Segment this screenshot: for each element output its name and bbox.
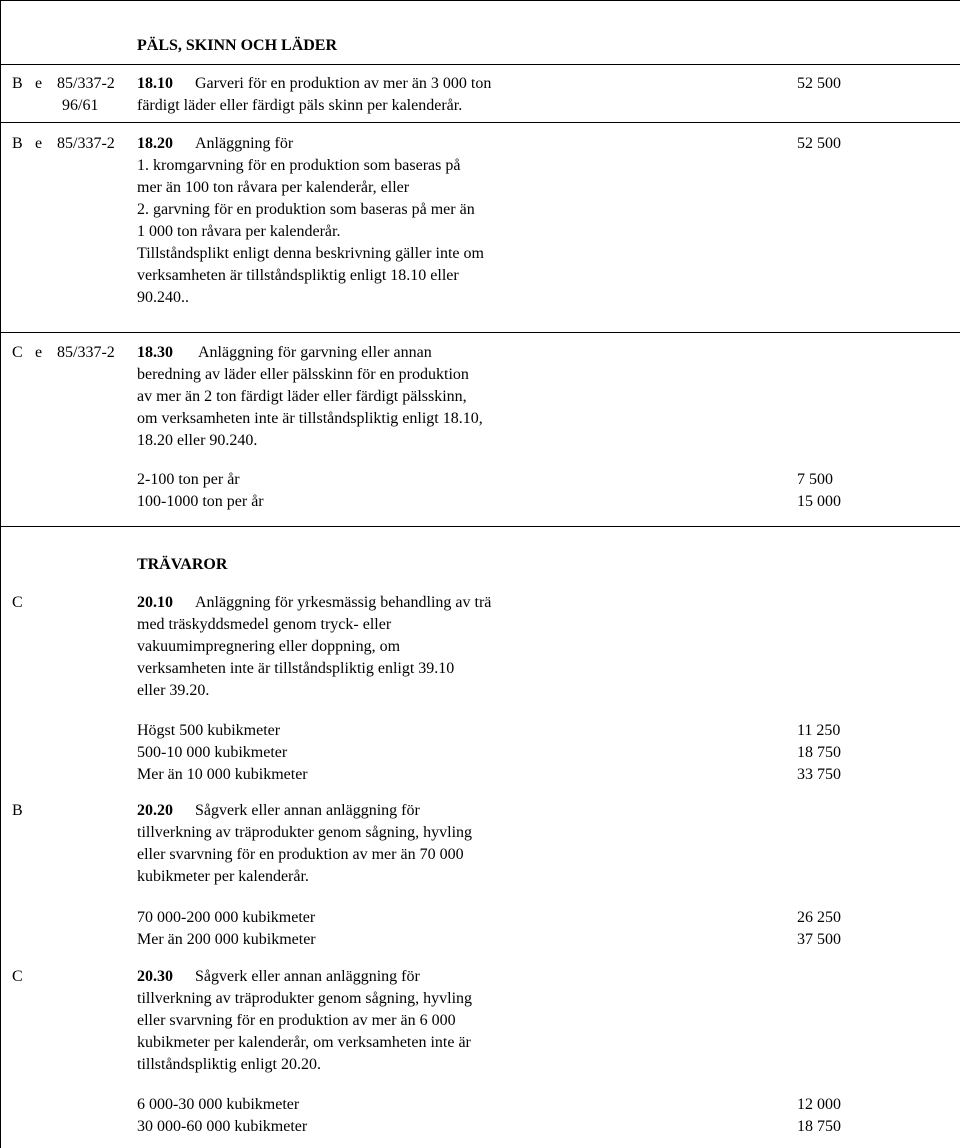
activity-code: 18.10	[137, 75, 173, 92]
tier-fee: 11 250	[797, 722, 841, 739]
description-line: verksamheten inte är tillståndspliktig enligt 39.10	[137, 660, 455, 677]
activity-code: 18.20	[137, 135, 173, 152]
description-line: eller svarvning för en produktion av mer än 6 000	[137, 1012, 456, 1029]
tier-label: Mer än 200 000 kubikmeter	[137, 931, 316, 948]
description-line: 2. garvning för en produktion som baseras på mer än	[137, 201, 475, 218]
activity-code: 20.10	[137, 594, 173, 611]
description-line: Anläggning för yrkesmässig behandling av trä	[195, 594, 492, 611]
tier-label: 30 000-60 000 kubikmeter	[137, 1118, 308, 1135]
tier-label: Mer än 10 000 kubikmeter	[137, 766, 308, 783]
description-line: om verksamheten inte är tillståndspliktig enligt 18.10,	[137, 410, 483, 427]
class-letter: B	[12, 802, 23, 819]
description-line: 1 000 ton råvara per kalenderår.	[137, 223, 341, 240]
tier-label: 70 000-200 000 kubikmeter	[137, 909, 316, 926]
tier-label: 100-1000 ton per år	[137, 493, 264, 510]
tier-fee: 18 750	[797, 1118, 841, 1135]
tier-fee: 15 000	[797, 493, 841, 510]
divider-after-18-20	[0, 332, 960, 333]
tier-label: Högst 500 kubikmeter	[137, 722, 281, 739]
divider-top	[0, 0, 960, 1]
description-line: eller svarvning för en produktion av mer än 70 000	[137, 846, 464, 863]
tier-fee: 37 500	[797, 931, 841, 948]
description-line: eller 39.20.	[137, 682, 210, 699]
activity-code: 20.20	[137, 802, 173, 819]
description-line: verksamheten är tillståndspliktig enligt 18.10 eller	[137, 267, 459, 284]
tier-fee: 26 250	[797, 909, 841, 926]
description-line: 90.240..	[137, 289, 189, 306]
description-line: kubikmeter per kalenderår, om verksamheten inte är	[137, 1034, 471, 1051]
description-line: av mer än 2 ton färdigt läder eller färdigt pälsskinn,	[137, 388, 467, 405]
tier-fee: 7 500	[797, 471, 833, 488]
class-letter: C	[12, 344, 23, 361]
tier-label: 2-100 ton per år	[137, 471, 240, 488]
fee-amount: 52 500	[797, 75, 841, 92]
divider-after-18-10	[0, 122, 960, 123]
activity-code: 20.30	[137, 968, 173, 985]
directive-ref: 85/337-2	[57, 344, 115, 361]
description-line: 18.20 eller 90.240.	[137, 432, 258, 449]
description-line: Sågverk eller annan anläggning för	[195, 802, 420, 819]
tier-fee: 12 000	[797, 1096, 841, 1113]
description-line: Garveri för en produktion av mer än 3 000 ton	[195, 75, 492, 92]
directive-ref: 85/337-2	[57, 135, 115, 152]
tier-label: 500-10 000 kubikmeter	[137, 744, 288, 761]
description-line: Anläggning för	[195, 135, 294, 152]
description-line: vakuumimpregnering eller doppning, om	[137, 638, 401, 655]
class-letter: C	[12, 968, 23, 985]
flag-letter: e	[35, 75, 43, 92]
tier-fee: 33 750	[797, 766, 841, 783]
description-line: Tillståndsplikt enligt denna beskrivning gäller inte om	[137, 245, 484, 262]
directive-ref: 85/337-2	[57, 75, 115, 92]
description-line: Anläggning för garvning eller annan	[198, 344, 432, 361]
divider-after-18-30	[0, 526, 960, 527]
description-line: Sågverk eller annan anläggning för	[195, 968, 420, 985]
description-line: mer än 100 ton råvara per kalenderår, eller	[137, 179, 410, 196]
tier-label: 6 000-30 000 kubikmeter	[137, 1096, 300, 1113]
description-line: beredning av läder eller pälsskinn för en produktion	[137, 366, 469, 383]
tier-fee: 18 750	[797, 744, 841, 761]
fee-amount: 52 500	[797, 135, 841, 152]
description-line: 1. kromgarvning för en produktion som baseras på	[137, 157, 461, 174]
activity-code: 18.30	[137, 344, 173, 361]
class-letter: C	[12, 594, 23, 611]
section-heading-tra: TRÄVAROR	[137, 556, 228, 573]
class-letter: B	[12, 135, 23, 152]
divider-after-heading-pals	[0, 64, 960, 65]
directive-ref: 96/61	[62, 97, 99, 114]
description-line: tillverkning av träprodukter genom sågning, hyvling	[137, 824, 473, 841]
description-line: tillståndspliktig enligt 20.20.	[137, 1056, 321, 1073]
flag-letter: e	[35, 344, 43, 361]
flag-letter: e	[35, 135, 43, 152]
description-line: färdigt läder eller färdigt päls skinn per kalenderår.	[137, 97, 463, 114]
class-letter: B	[12, 75, 23, 92]
description-line: kubikmeter per kalenderår.	[137, 868, 309, 885]
description-line: med träskyddsmedel genom tryck- eller	[137, 616, 392, 633]
description-line: tillverkning av träprodukter genom sågning, hyvling	[137, 990, 473, 1007]
section-heading-pals: PÄLS, SKINN OCH LÄDER	[137, 37, 338, 54]
